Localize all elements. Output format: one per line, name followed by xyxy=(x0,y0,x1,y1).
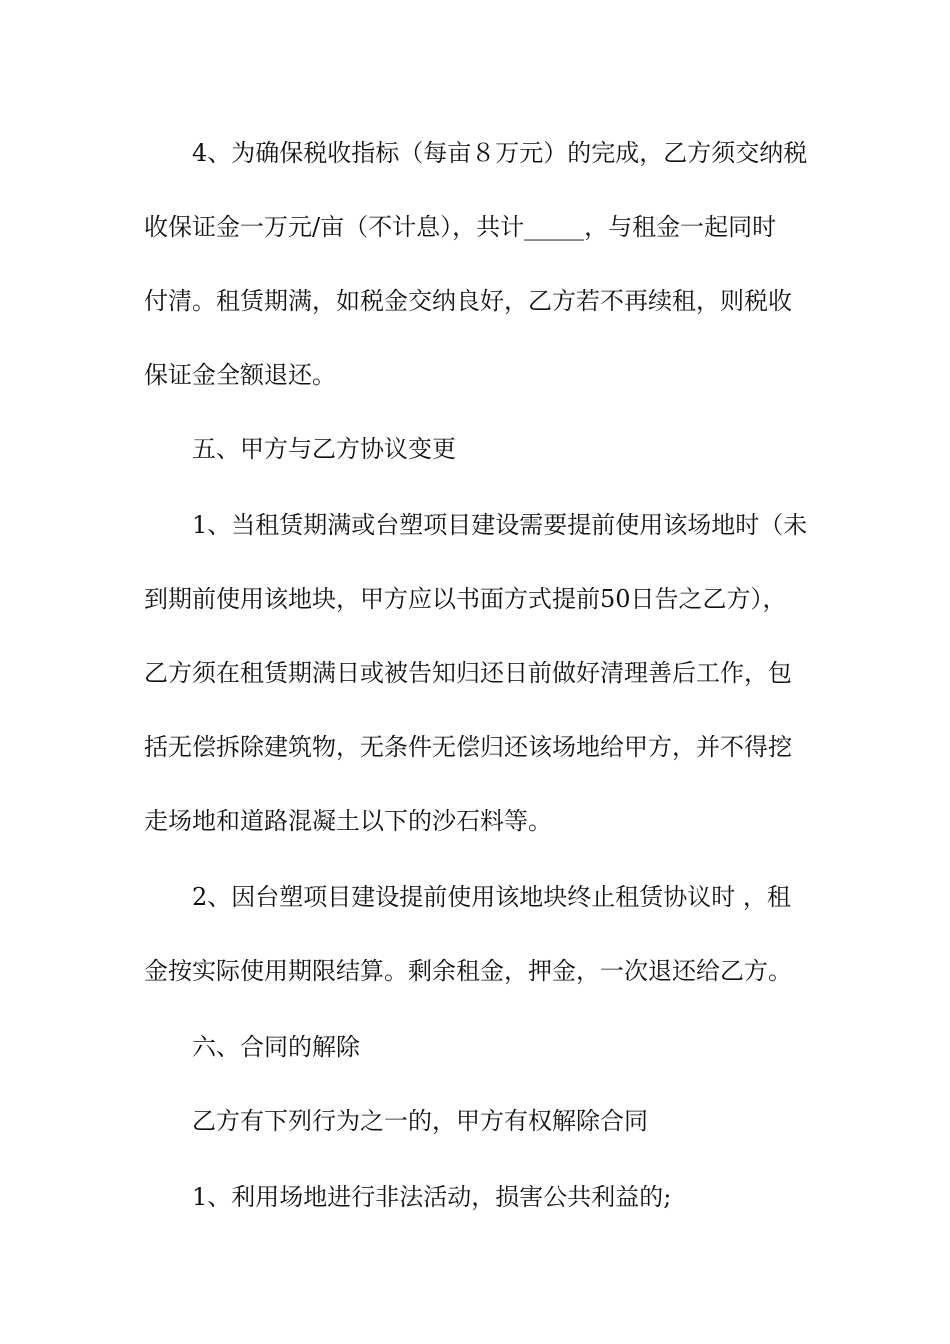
paragraph-early-use-line-1: 1、当租赁期满或台塑项目建设需要提前使用该场地时（未 xyxy=(192,511,808,539)
paragraph-early-use-line-5: 走场地和道路混凝土以下的沙石料等。 xyxy=(144,807,552,835)
paragraph-tax-deposit-line-1: 4、为确保税收指标（每亩８万元）的完成，乙方须交纳税 xyxy=(192,139,808,167)
paragraph-termination-line-2: 金按实际使用期限结算。剩余租金，押金，一次退还给乙方。 xyxy=(144,957,792,985)
paragraph-tax-deposit-line-3: 付清。租赁期满，如税金交纳良好，乙方若不再续租，则税收 xyxy=(144,287,792,315)
paragraph-termination-line-1: 2、因台塑项目建设提前使用该地块终止租赁协议时 ，租 xyxy=(192,883,791,911)
paragraph-tax-deposit-line-2: 收保证金一万元/亩（不计息），共计_____，与租金一起同时 xyxy=(144,213,777,241)
section-heading-six: 六、合同的解除 xyxy=(192,1033,360,1061)
section-heading-five: 五、甲方与乙方协议变更 xyxy=(192,435,456,463)
paragraph-rescission-intro: 乙方有下列行为之一的，甲方有权解除合同 xyxy=(192,1107,648,1135)
list-item-rescission-1: 1、利用场地进行非法活动，损害公共利益的; xyxy=(192,1183,672,1211)
paragraph-early-use-line-4: 括无偿拆除建筑物，无条件无偿归还该场地给甲方，并不得挖 xyxy=(144,733,792,761)
paragraph-tax-deposit-line-4: 保证金全额退还。 xyxy=(144,361,336,389)
paragraph-early-use-line-2: 到期前使用该地块，甲方应以书面方式提前50日告之乙方）， xyxy=(144,585,787,613)
paragraph-early-use-line-3: 乙方须在租赁期满日或被告知归还日前做好清理善后工作，包 xyxy=(144,659,792,687)
